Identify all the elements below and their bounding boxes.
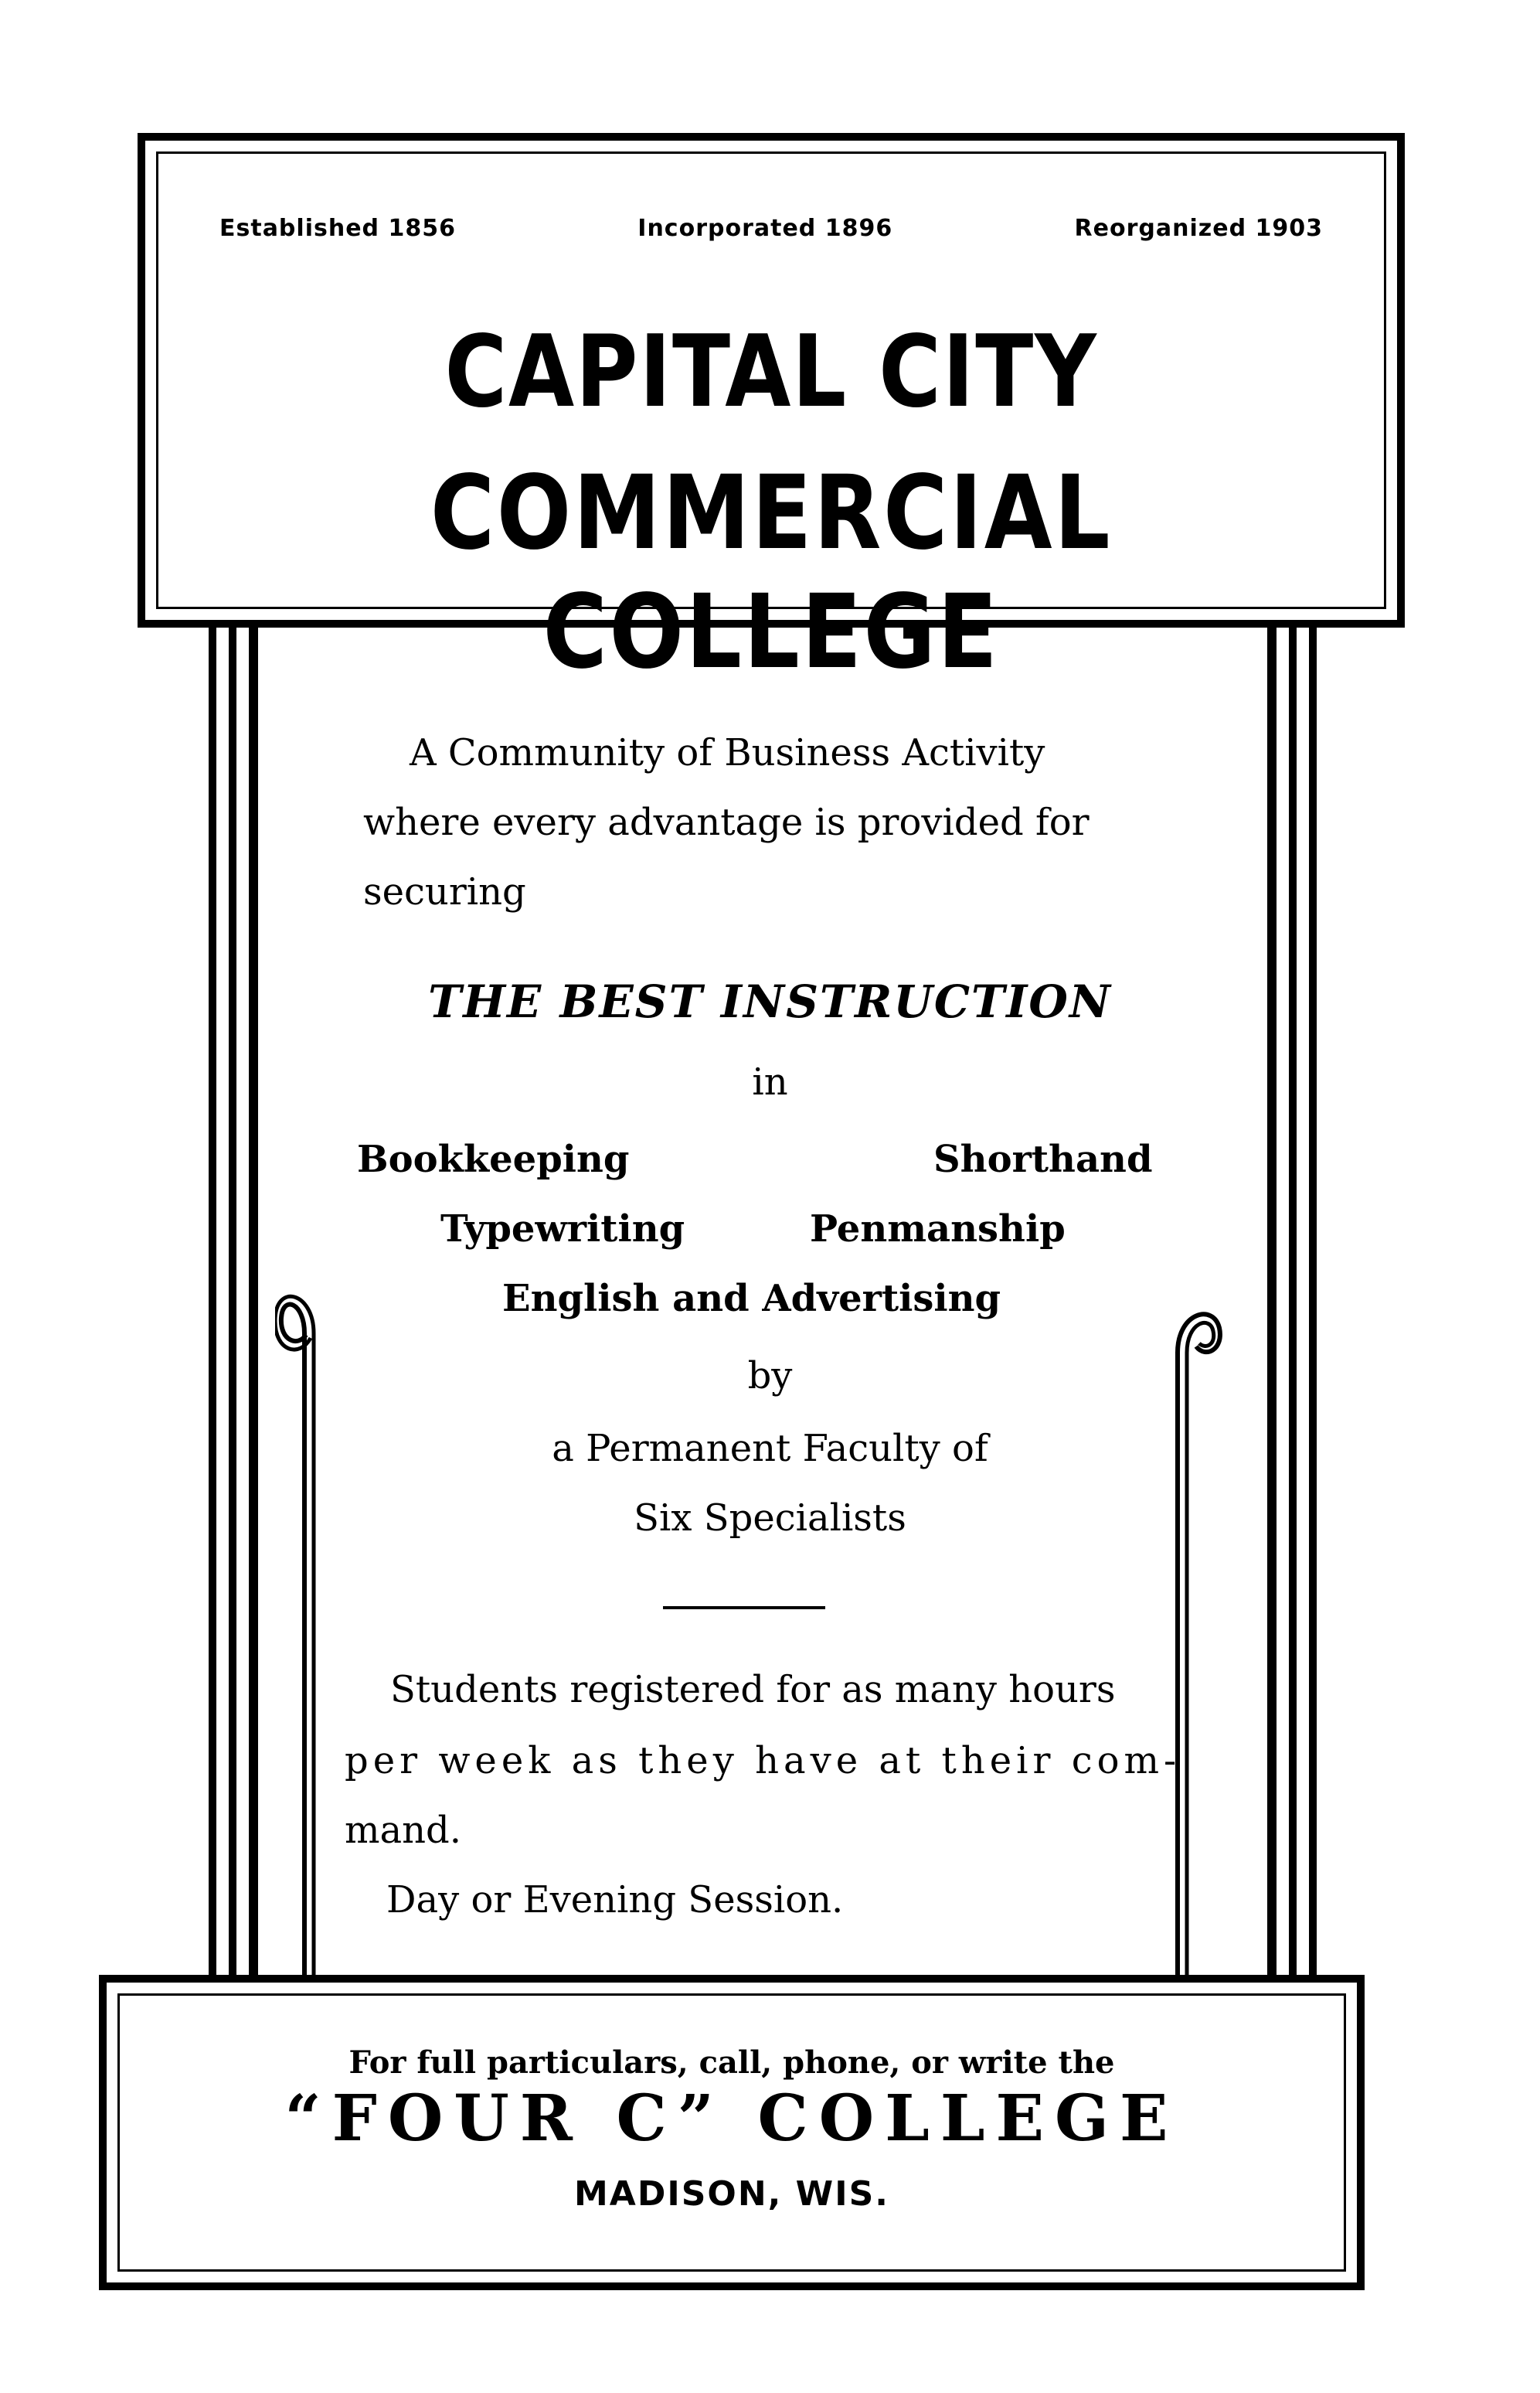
title-line-1: CAPITAL CITY — [444, 315, 1098, 430]
established-date: Established 1856 — [219, 215, 456, 242]
students-line-3: mand. — [345, 1809, 462, 1852]
subject-english: English and Advertising — [502, 1277, 1001, 1320]
session-line: Day or Evening Session. — [386, 1878, 844, 1922]
right-scroll-hook — [1159, 1299, 1229, 1983]
college-name: “FOUR C” COLLEGE — [284, 2082, 1179, 2156]
subject-typewriting: Typewriting — [440, 1207, 685, 1251]
subject-bookkeeping: Bookkeeping — [357, 1138, 630, 1181]
intro-line-3: securing — [363, 870, 526, 914]
students-line-2: per week as they have at their com- — [345, 1739, 1181, 1782]
faculty-line-2: Six Specialists — [634, 1496, 906, 1540]
location-line: MADISON, WIS. — [574, 2174, 889, 2214]
by-text: by — [747, 1354, 793, 1397]
intro-line-2: where every advantage is provided for — [363, 801, 1090, 844]
intro-line-1: A Community of Business Activity — [410, 731, 1045, 774]
title-line-2: COMMERCIAL COLLEGE — [430, 454, 1113, 692]
best-instruction-heading: THE BEST INSTRUCTION — [428, 975, 1112, 1028]
subject-shorthand: Shorthand — [933, 1138, 1153, 1181]
reorganized-date: Reorganized 1903 — [1074, 215, 1323, 242]
faculty-line-1: a Permanent Faculty of — [552, 1427, 988, 1470]
header-box — [138, 133, 1405, 692]
incorporated-date: Incorporated 1896 — [637, 215, 893, 242]
footer-box — [99, 1975, 1365, 2290]
left-scroll-hook — [275, 1287, 337, 1983]
in-text: in — [752, 1060, 788, 1104]
divider-rule — [663, 1606, 825, 1609]
particulars-line: For full particulars, call, phone, or write the — [348, 2044, 1115, 2081]
dates-row — [219, 215, 1323, 242]
subject-penmanship: Penmanship — [810, 1207, 1066, 1251]
students-line-1: Students registered for as many hours — [390, 1668, 1116, 1711]
